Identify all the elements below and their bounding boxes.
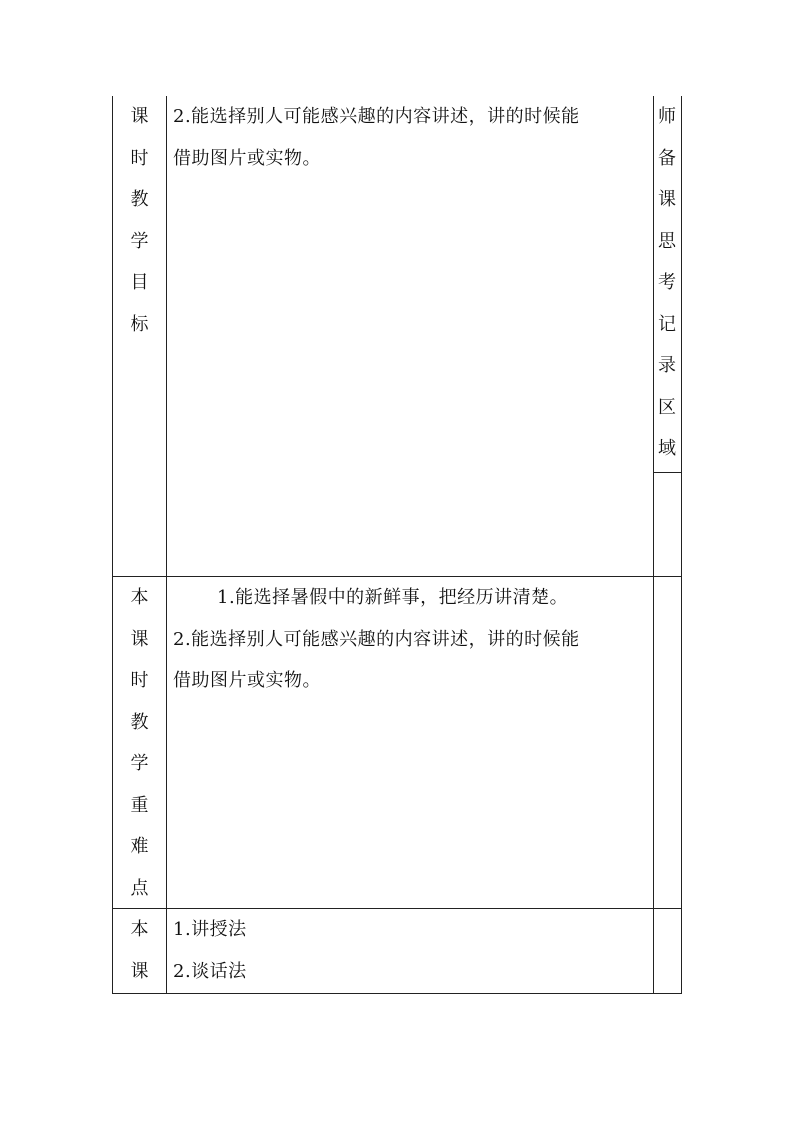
row3-content: 1.讲授法 2.谈话法	[173, 919, 247, 982]
row2-label: 本 课 时 教 学 重 难 点	[130, 587, 149, 899]
lesson-plan-table	[112, 96, 682, 994]
row1-content: 2.能选择别人可能感兴趣的内容讲述，讲的时候能 借助图片或实物。	[173, 106, 580, 169]
row2-content: 1.能选择暑假中的新鲜事，把经历讲清楚。 2.能选择别人可能感兴趣的内容讲述，讲的时候能 借助图片或实物。	[173, 587, 580, 691]
row3-label: 本 课	[130, 919, 149, 982]
side-divider	[653, 472, 681, 473]
side-label: 师 备 课 思 考 记 录 区 域	[658, 106, 676, 459]
row1-label: 课 时 教 学 目 标	[130, 106, 149, 335]
column-divider	[166, 96, 167, 993]
